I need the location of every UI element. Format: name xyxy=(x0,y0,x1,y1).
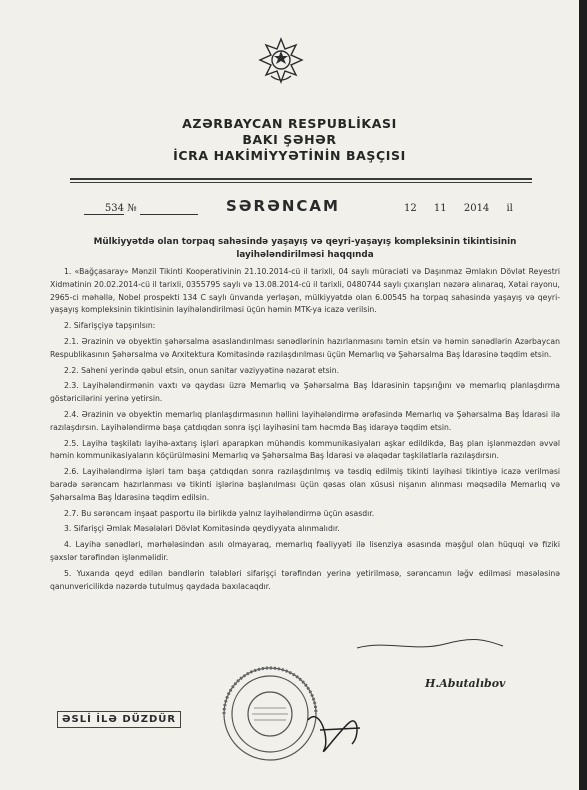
paragraph-2-5: 2.5. Layihə təşkilatı layihə-axtarış işləri aparарkən mühəndis kommunikasiyaları aşkar edildikdə, Baş plan işlənməzdən əvvəl həmin kommunikasiyaların köçürülməsini Memarlıq və Şəhərsalma Baş İdarəsi və əlaqədar təşkilatlarla razılaşdırsın. xyxy=(50,438,560,461)
document-number-value: 534 xyxy=(84,203,124,215)
paragraph-3: 3. Sifarişçi Əmlak Məsələləri Dövlət Komitəsində qeydiyyata alınmalıdır. xyxy=(64,524,340,534)
header-line-2: BAKI ŞƏHƏR xyxy=(242,132,337,147)
paragraph-2-3: 2.3. Layihələndirmənin vaxtı və qaydası üzrə Memarlıq və Şəhərsalma Baş İdarəsinin tapşırığını və memarlıq planlaşdırma göstəricilərini yerinə yetirsin. xyxy=(50,381,560,404)
document-body xyxy=(50,266,560,596)
paragraph-2-6: 2.6. Layihələndirmə işləri tam başa çatdıqdan sonra razılaşdırılmış və təsdiq edilmiş tikinti layihəsi tikintiyə icazə verilməsi barədə sərəncam hazırlanması və tikinti işlərinə başlanılması üçün qəsas olan xüsusi nişanın alınması məqsədilə Memarlıq və Şəhərsalma Baş İdarəsinə təqdim edilsin. xyxy=(50,467,560,502)
header-line-3: İCRA HAKİMİYYƏTİNİN BAŞÇISI xyxy=(173,148,406,163)
date-month: 11 xyxy=(433,203,447,214)
document-date xyxy=(404,203,527,214)
handwritten-signature xyxy=(300,700,370,760)
date-year: 2014 xyxy=(463,203,490,214)
handwritten-underline xyxy=(355,636,505,654)
header-divider-thick xyxy=(70,178,532,180)
signer-name: H.Abutalıbov xyxy=(425,677,506,690)
number-underline xyxy=(140,203,198,215)
header-divider-thin xyxy=(70,182,532,183)
document-number xyxy=(84,203,198,215)
state-emblem-icon xyxy=(258,36,304,86)
certified-copy-stamp: ƏSLİ İLƏ DÜZDÜR xyxy=(57,711,181,728)
date-suffix: il xyxy=(506,203,513,214)
paragraph-2: 2. Sifarişçiyə tapşırılsın: xyxy=(64,321,156,331)
header-line-1: AZƏRBAYCAN RESPUBLİKASI xyxy=(182,116,397,131)
paragraph-4: 4. Layihə sənədləri, mərhələsindən asılı olmayaraq, memarlıq fəaliyyəti ilə lisenziya əsasında məşğul olan hüquqi və fiziki şəxslər tərəfindən işlənməlidir. xyxy=(50,540,560,562)
paragraph-5: 5. Yuxarıda qeyd edilən bəndlərin tələbləri sifarişçi tərəfindən yerinə yetirilməsə, sərəncamın ləğv edilməsi məsələsinə qanunvericilikdə nəzərdə tutulmuş qaydada baxılacaqdır. xyxy=(50,568,560,591)
paragraph-2-1: 2.1. Ərazinin və obyektin şəhərsalma əsaslandırılması sənədlərinin hazırlanmasını təmin etsin və həmin sənədlərin Azərbaycan Respublikasının Şəhərsalma və Arxitektura Komitəsində razılaşdırılması üçün Memarlıq və Şəhərsalma Baş İdarəsinə təqdim etsin. xyxy=(50,336,560,359)
paragraph-1: 1. «Bağçasaray» Mənzil Tikinti Kooperativinin 21.10.2014-cü il tarixli, 04 saylı müraciəti və Daşınmaz Əmlakın Dövlət Reyestri Xidmətinin 20.02.2014-cü il tarixli, 0355795 saylı və 13.08.2014-cü il tarixli, 0480744 saylı çıxarışları nəzərə alınaraq, Xətai rayonu, 2965-ci məhəllə, Nobel prospekti 134 C saylı ünvanda yerləşən, mülkiyyətdə olan 6.00545 ha torpaq sahəsində yaşayış və qeyri-yaşayış kompleksinin tikintisinin layihələndirilməsi üçün həmin MTK-ya icazə verilsin. xyxy=(50,267,560,315)
paragraph-2-2: 2.2. Saheni yerində qəbul etsin, onun sanitar vəziyyətinə nəzarət etsin. xyxy=(64,365,340,375)
number-sign: № xyxy=(127,203,137,214)
paragraph-2-7: 2.7. Bu sərəncam inşaat pasportu ilə birlikdə yalnız layihələndirmə üçün əsasdır. xyxy=(64,508,375,518)
document-subject: Mülkiyyətdə olan torpaq sahəsində yaşayış və qeyri-yaşayış kompleksinin tikintisinin layihələndirilməsi haqqında xyxy=(93,237,517,260)
date-day: 12 xyxy=(404,203,417,214)
scan-edge xyxy=(579,0,587,790)
paragraph-2-4: 2.4. Ərazinin və obyektin memarlıq planlaşdırmasının həllini layihələndirmə ərəfəsində Memarlıq və Şəhərsalma Baş İdarəsi ilə razılaşdırsın. Layihələndirmə başa çatdıqdan sonra işçi layihəsini tam həcmdə Baş idarəyə təqdim etsin. xyxy=(50,409,560,432)
document-title: SƏRƏNCAM xyxy=(226,197,340,215)
